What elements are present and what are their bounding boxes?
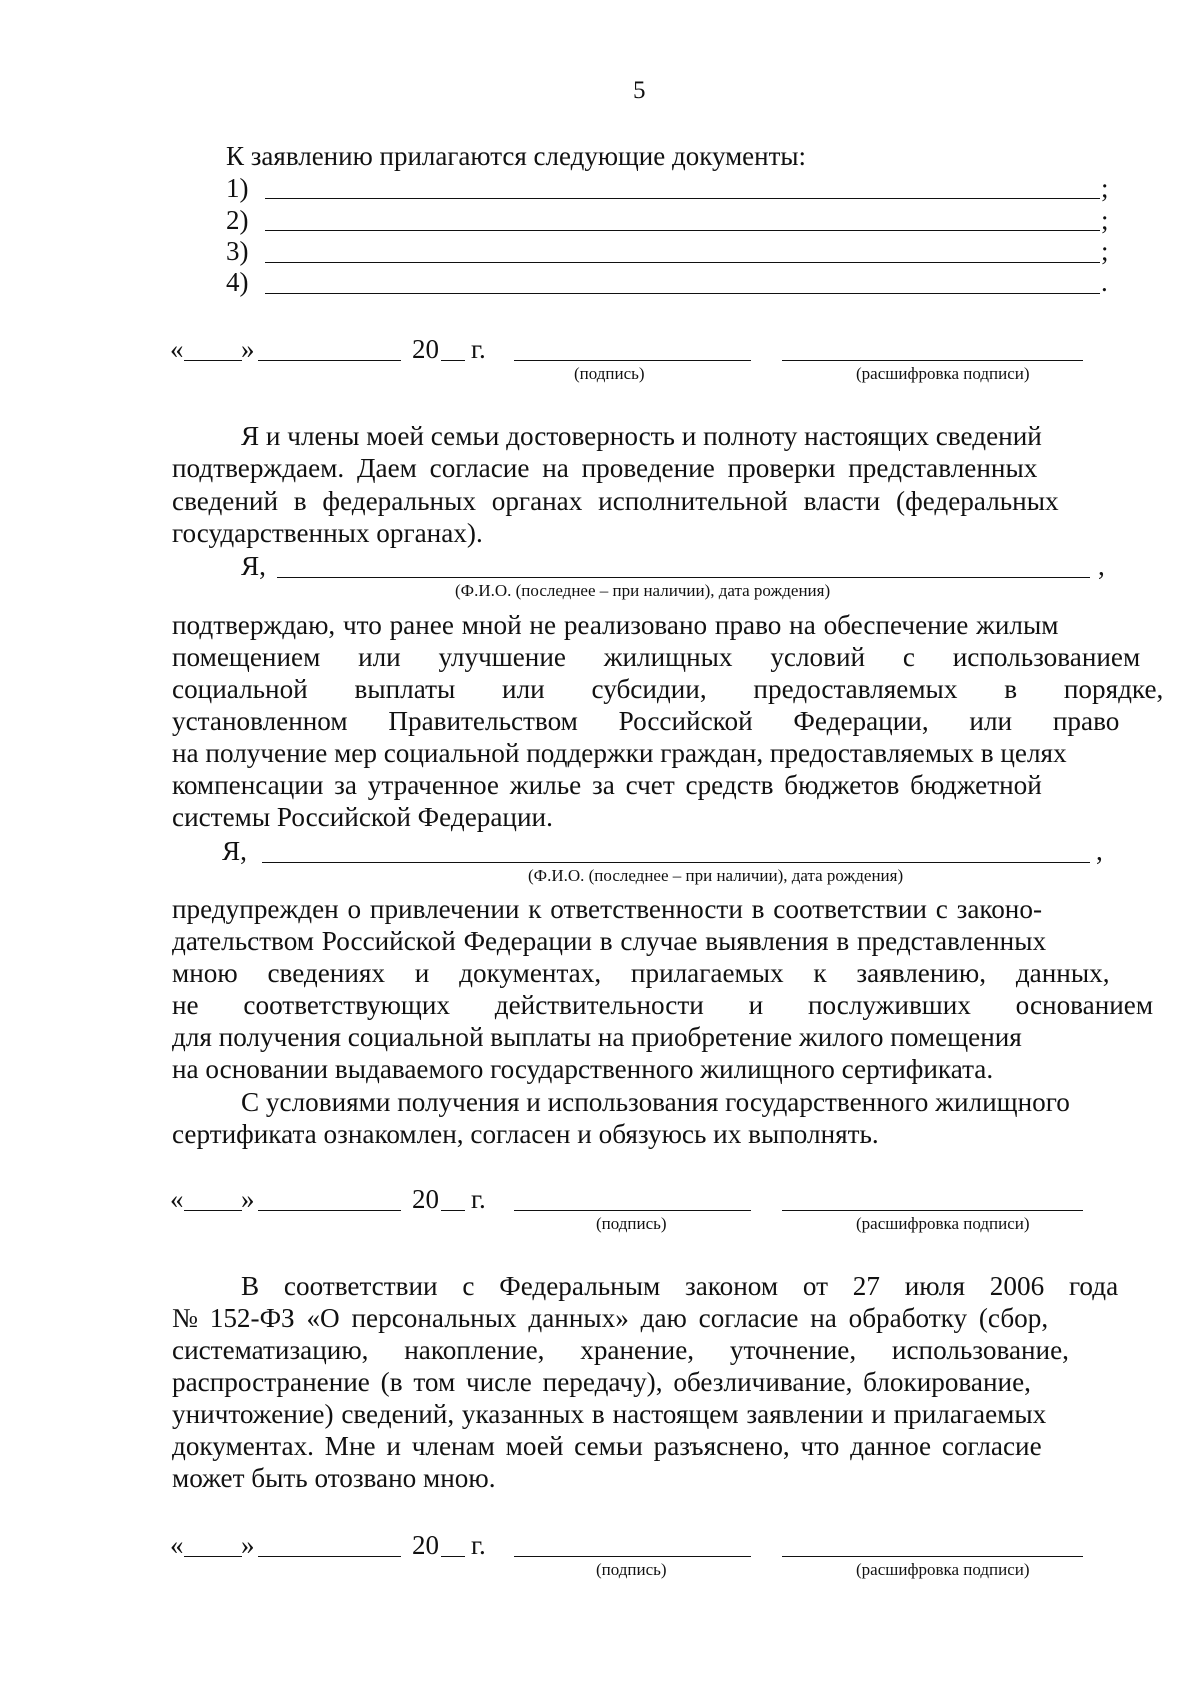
month-blank-line: [258, 1210, 401, 1211]
date-open-quote: «: [170, 1184, 184, 1214]
year-blank-line: [441, 360, 465, 361]
text-line: социальной выплаты или субсидии, предоставляемых в порядке,: [172, 674, 1164, 704]
text-line: подтверждаю, что ранее мной не реализовано право на обеспечение жилым: [172, 610, 1059, 640]
text-line: С условиями получения и использования государственного жилищного: [241, 1087, 1070, 1117]
year-prefix: 20: [412, 1530, 439, 1560]
year-blank-line: [441, 1210, 465, 1211]
year-suffix: г.: [471, 334, 486, 364]
attachment-blank-line: [265, 198, 1100, 199]
text-line: сведений в федеральных органах исполнительной власти (федеральных: [172, 486, 1059, 516]
attachment-end: ;: [1101, 205, 1109, 235]
text-line: мною сведениях и документах, прилагаемых к заявлению, данных,: [172, 958, 1110, 988]
attachment-blank-line: [265, 293, 1100, 294]
attachment-end: .: [1101, 267, 1108, 297]
day-blank-line: [184, 1556, 242, 1557]
attachments-heading: К заявлению прилагаются следующие документы:: [226, 141, 807, 171]
text-line: может быть отозвано мною.: [172, 1463, 496, 1493]
attachment-end: ;: [1101, 173, 1109, 203]
month-blank-line: [258, 360, 401, 361]
text-line: установленном Правительством Российской Федерации, или право: [172, 706, 1120, 736]
fio-caption: (Ф.И.О. (последнее – при наличии), дата рождения): [528, 866, 904, 885]
signature-decoding-caption: (расшифровка подписи): [856, 1214, 1030, 1233]
text-line: предупрежден о привлечении к ответственности в соответствии с законо-: [172, 894, 1043, 924]
text-line: помещением или улучшение жилищных условий с использованием: [172, 642, 1141, 672]
month-blank-line: [258, 1556, 401, 1557]
fio-caption: (Ф.И.О. (последнее – при наличии), дата рождения): [455, 581, 831, 600]
attachment-blank-line: [265, 230, 1100, 231]
text-line-content: Я и члены моей семьи достоверность и полноту настоящих сведений: [241, 421, 1042, 451]
signature-caption: (подпись): [596, 1560, 667, 1579]
attachment-number: 4): [226, 267, 249, 297]
date-close-quote: »: [241, 334, 255, 364]
signature-caption: (подпись): [574, 364, 645, 383]
attachment-blank-line: [265, 262, 1100, 263]
text-line: систематизацию, накопление, хранение, уточнение, использование,: [172, 1335, 1069, 1365]
fio-blank-line: [262, 862, 1090, 863]
ya-label: Я,: [241, 551, 266, 581]
signature-line: [514, 1210, 751, 1211]
fio-comma: ,: [1096, 836, 1103, 866]
text-line: [241, 423, 1113, 450]
year-suffix: г.: [471, 1184, 486, 1214]
signature-line: [514, 360, 751, 361]
text-line: подтверждаем. Даем согласие на проведение проверки представленных: [172, 453, 1038, 483]
text-line: дательством Российской Федерации в случае выявления в представленных: [172, 926, 1047, 956]
text-line: государственных органах).: [172, 518, 483, 548]
signature-decoding-line: [782, 1556, 1083, 1557]
text-line: на основании выдаваемого государственного жилищного сертификата.: [172, 1054, 994, 1084]
fio-comma: ,: [1098, 551, 1105, 581]
date-open-quote: «: [170, 1530, 184, 1560]
page-number: 5: [633, 77, 646, 104]
signature-decoding-caption: (расшифровка подписи): [856, 364, 1030, 383]
year-blank-line: [441, 1556, 465, 1557]
signature-line: [514, 1556, 751, 1557]
date-close-quote: »: [241, 1530, 255, 1560]
signature-decoding-line: [782, 360, 1083, 361]
text-line: документах. Мне и членам моей семьи разъяснено, что данное согласие: [172, 1431, 1042, 1461]
date-close-quote: »: [241, 1184, 255, 1214]
text-line: для получения социальной выплаты на приобретение жилого помещения: [172, 1022, 1022, 1052]
year-suffix: г.: [471, 1530, 486, 1560]
text-line: № 152-ФЗ «О персональных данных» даю согласие на обработку (сбор,: [172, 1303, 1049, 1333]
text-line: системы Российской Федерации.: [172, 802, 553, 832]
attachment-number: 2): [226, 205, 249, 235]
text-line: распространение (в том числе передачу), обезличивание, блокирование,: [172, 1367, 1031, 1397]
date-open-quote: «: [170, 334, 184, 364]
text-line: на получение мер социальной поддержки граждан, предоставляемых в целях: [172, 738, 1067, 768]
day-blank-line: [184, 360, 242, 361]
text-line: В соответствии с Федеральным законом от 27 июля 2006 года: [241, 1271, 1119, 1301]
fio-blank-line: [277, 577, 1090, 578]
signature-decoding-caption: (расшифровка подписи): [856, 1560, 1030, 1579]
day-blank-line: [184, 1210, 242, 1211]
text-line: уничтожение) сведений, указанных в настоящем заявлении и прилагаемых: [172, 1399, 1047, 1429]
signature-decoding-line: [782, 1210, 1083, 1211]
text-line: не соответствующих действительности и послуживших основанием: [172, 990, 1154, 1020]
attachment-end: ;: [1101, 236, 1109, 266]
signature-caption: (подпись): [596, 1214, 667, 1233]
attachment-number: 1): [226, 173, 249, 203]
year-prefix: 20: [412, 334, 439, 364]
text-line: компенсации за утраченное жилье за счет средств бюджетов бюджетной: [172, 770, 1042, 800]
year-prefix: 20: [412, 1184, 439, 1214]
ya-label: Я,: [222, 836, 247, 866]
attachment-number: 3): [226, 236, 249, 266]
text-line: сертификата ознакомлен, согласен и обязуюсь их выполнять.: [172, 1119, 879, 1149]
